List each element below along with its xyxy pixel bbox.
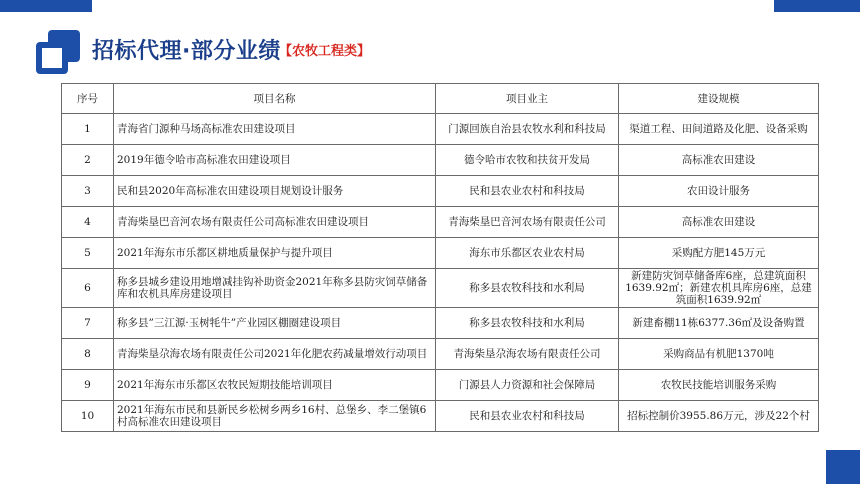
cell-no: 9 [62,370,114,401]
cell-project-name: 称多县”三江源·玉树牦牛”产业园区棚圈建设项目 [114,308,436,339]
page-title: 招标代理·部分业绩 [92,39,281,64]
cell-project-name: 2019年德令哈市高标准农田建设项目 [114,145,436,176]
cell-no: 4 [62,207,114,238]
table-row [62,308,819,339]
cell-owner: 海东市乐都区农业农村局 [436,238,619,269]
cell-no: 2 [62,145,114,176]
column-header-owner: 项目业主 [436,84,619,114]
cell-owner: 称多县农牧科技和水利局 [436,269,619,308]
cell-project-name: 青海柴垦尕海农场有限责任公司2021年化肥农药减量增效行动项目 [114,339,436,370]
cell-owner: 门源回族自治县农牧水利和科技局 [436,114,619,145]
cell-no: 1 [62,114,114,145]
table-row [62,238,819,269]
cell-scale: 新建畜棚11栋6377.36㎡及设备购置 [619,308,819,339]
bottom-right-accent-block [826,450,860,484]
table-row [62,114,819,145]
cell-no: 6 [62,269,114,308]
performance-table [61,83,818,432]
table-row [62,339,819,370]
cell-scale: 高标准农田建设 [619,207,819,238]
cell-project-name: 民和县2020年高标准农田建设项目规划设计服务 [114,176,436,207]
cell-owner: 称多县农牧科技和水利局 [436,308,619,339]
cell-project-name: 称多县城乡建设用地增减挂钩补助资金2021年称多县防灾饲草储备库和农机具库房建设项目 [114,269,436,308]
cell-project-name: 青海柴垦巴音河农场有限责任公司高标准农田建设项目 [114,207,436,238]
cell-owner: 民和县农业农村和科技局 [436,176,619,207]
cell-owner: 德令哈市农牧和扶贫开发局 [436,145,619,176]
cell-project-name: 2021年海东市乐都区耕地质量保护与提升项目 [114,238,436,269]
cell-project-name: 青海省门源种马场高标准农田建设项目 [114,114,436,145]
column-header-scale: 建设规模 [619,84,819,114]
cell-project-name: 2021年海东市民和县新民乡松树乡两乡16村、总堡乡、李二堡镇6村高标准农田建设项目 [114,401,436,432]
cell-owner: 民和县农业农村和科技局 [436,401,619,432]
table-row [62,401,819,432]
cell-scale: 采购商品有机肥1370吨 [619,339,819,370]
logo-squares-icon [36,30,82,76]
table-row [62,176,819,207]
cell-owner: 青海柴垦尕海农场有限责任公司 [436,339,619,370]
cell-no: 5 [62,238,114,269]
cell-scale: 渠道工程、田间道路及化肥、设备采购 [619,114,819,145]
cell-no: 7 [62,308,114,339]
table-row [62,207,819,238]
table-row [62,145,819,176]
top-left-accent-bar [0,0,92,12]
cell-scale: 采购配方肥145万元 [619,238,819,269]
cell-scale: 招标控制价3955.86万元，涉及22个村 [619,401,819,432]
top-right-accent-bar [774,0,860,12]
table-row [62,269,819,308]
cell-scale: 农田设计服务 [619,176,819,207]
cell-scale: 新建防灾饲草储备库6座，总建筑面积1639.92㎡；新建农机具库房6座，总建筑面积1639.92㎡ [619,269,819,308]
cell-no: 10 [62,401,114,432]
cell-scale: 农牧民技能培训服务采购 [619,370,819,401]
cell-owner: 青海柴垦巴音河农场有限责任公司 [436,207,619,238]
category-tag: 【农牧工程类】 [279,44,371,59]
cell-owner: 门源县人力资源和社会保障局 [436,370,619,401]
cell-no: 8 [62,339,114,370]
cell-no: 3 [62,176,114,207]
table-row [62,370,819,401]
column-header-no: 序号 [62,84,114,114]
column-header-project-name: 项目名称 [114,84,436,114]
table-header-row [62,84,819,114]
cell-scale: 高标准农田建设 [619,145,819,176]
cell-project-name: 2021年海东市乐都区农牧民短期技能培训项目 [114,370,436,401]
